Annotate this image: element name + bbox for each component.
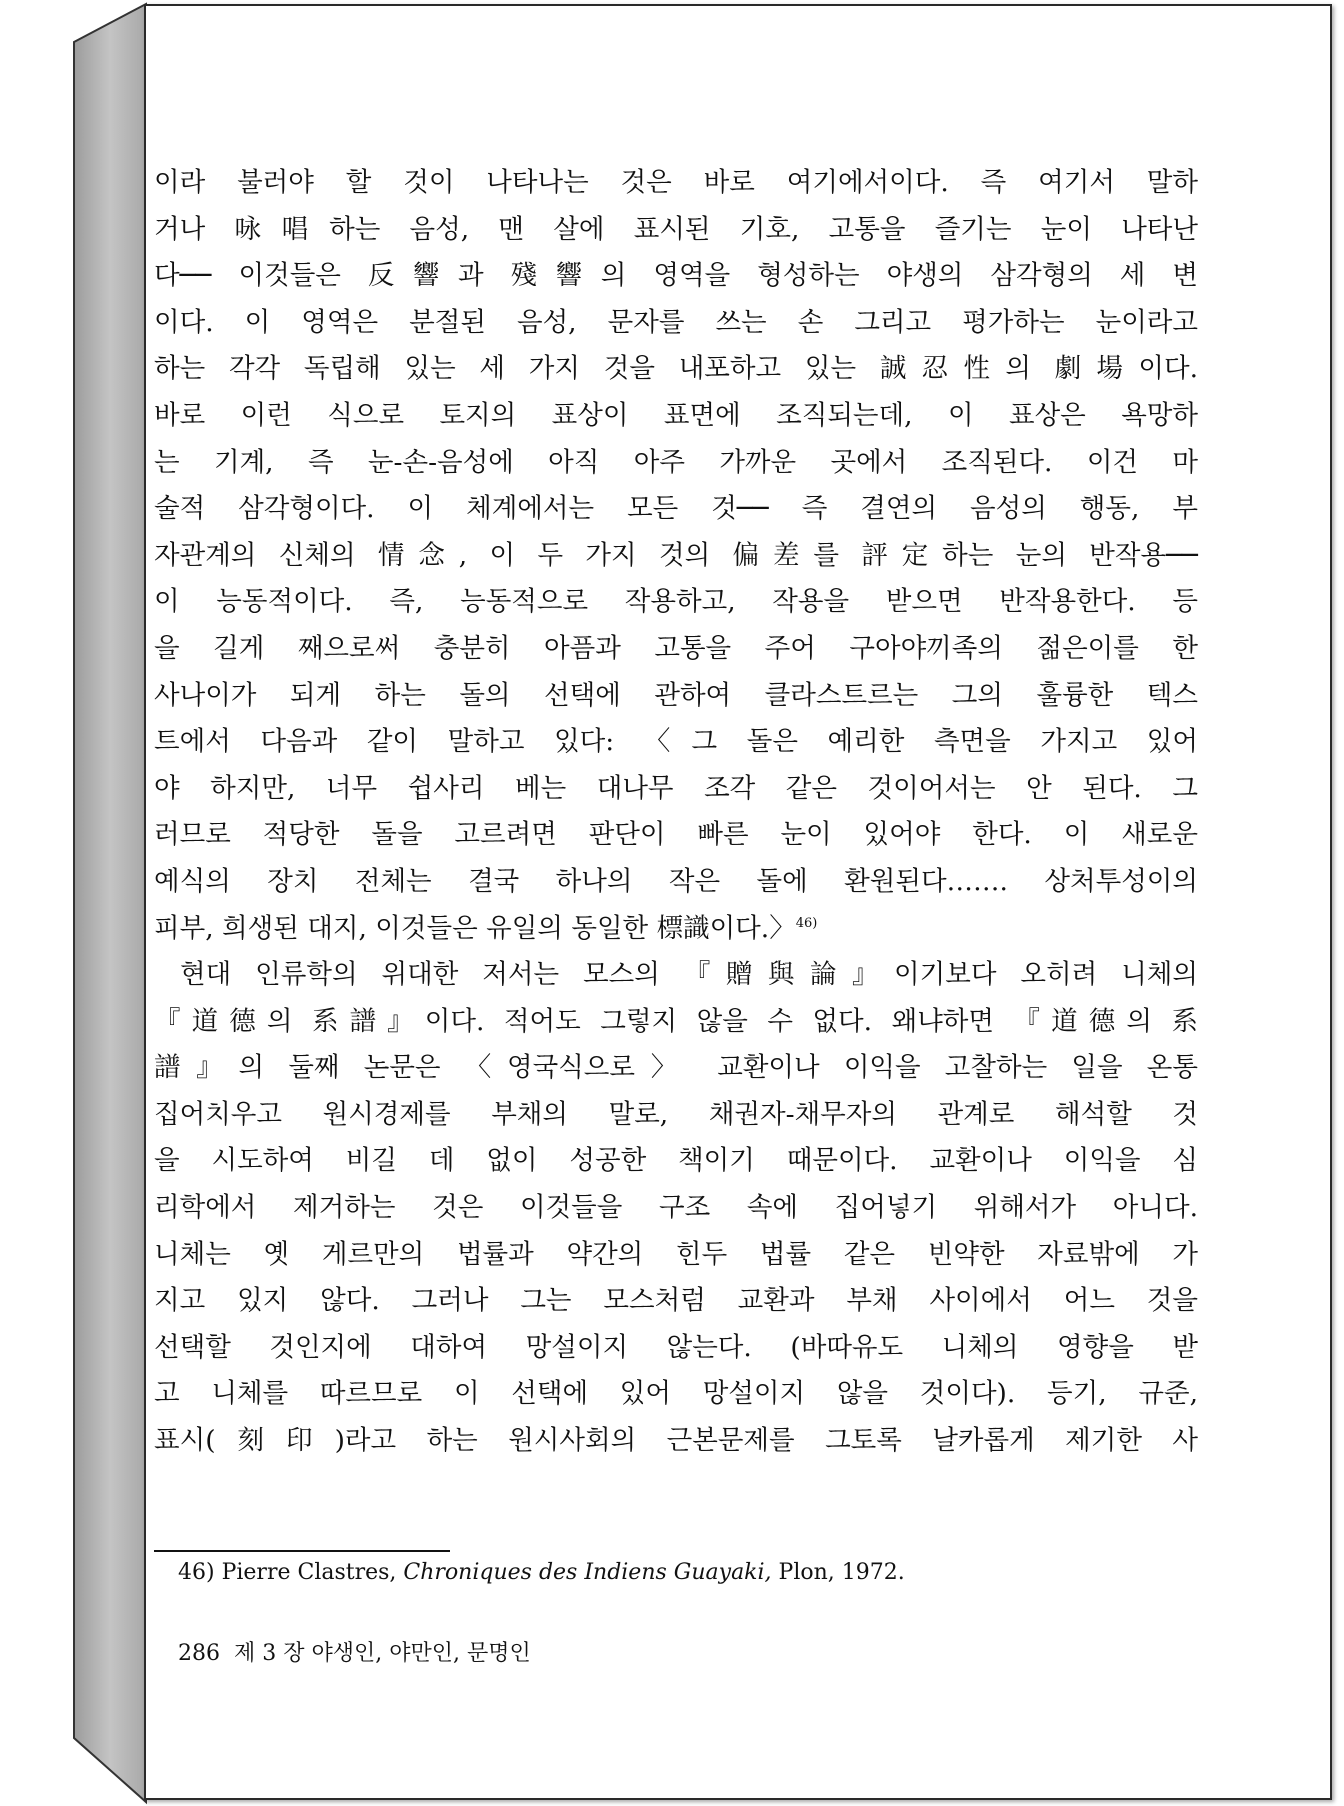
text-line: 집어치우고 원시경제를 부채의 말로, 채권자-채무자의 관계로 해석할 것 xyxy=(154,1098,1198,1130)
text-line: 지고 있지 않다. 그러나 그는 모스처럼 교환과 부채 사이에서 어느 것을 xyxy=(154,1285,1198,1317)
text-line: 야 하지만, 너무 쉽사리 베는 대나무 조각 같은 것이어서는 안 된다. 그 xyxy=(154,772,1198,804)
paragraph-first-line: 현대 인류학의 위대한 저서는 모스의 『贈與論』이기보다 오히려 니체의 xyxy=(180,959,1198,991)
footnote-reference: 46) xyxy=(795,915,818,931)
text-line: 트에서 다음과 같이 말하고 있다: 〈그 돌은 예리한 측면을 가지고 있어 xyxy=(154,726,1198,758)
text-line: 니체는 옛 게르만의 법률과 약간의 힌두 법률 같은 빈약한 자료밖에 가 xyxy=(154,1238,1198,1270)
running-footer xyxy=(178,1636,545,1667)
text-line: 이라 불러야 할 것이 나타나는 것은 바로 여기에서이다. 즉 여기서 말하 xyxy=(154,167,1198,198)
text-line: 하는 각각 독립해 있는 세 가지 것을 내포하고 있는 誠忍性의 劇場이다. xyxy=(154,353,1198,385)
text-line-content: 피부, 희생된 대지, 이것들은 유일의 동일한 標識이다.〉 xyxy=(154,912,796,944)
text-line: 고 니체를 따르므로 이 선택에 있어 망설이지 않을 것이다). 등기, 규준, xyxy=(154,1378,1198,1410)
page-number: 286 xyxy=(178,1641,220,1666)
text-line: 이 능동적이다. 즉, 능동적으로 작용하고, 작용을 받으면 반작용한다. 등 xyxy=(154,586,1198,618)
footnote-divider xyxy=(154,1550,450,1552)
text-line: 바로 이런 식으로 토지의 표상이 표면에 조직되는데, 이 표상은 욕망하 xyxy=(154,399,1198,431)
text-line: 예식의 장치 전체는 결국 하나의 작은 돌에 환원된다……. 상처투성이의 xyxy=(154,865,1198,897)
text-line: 譜』의 둘째 논문은 〈영국식으로〉 교환이나 이익을 고찰하는 일을 온통 xyxy=(154,1052,1198,1084)
text-line: 다── 이것들은 反響과 殘響의 영역을 형성하는 야생의 삼각형의 세 변 xyxy=(154,260,1198,292)
footnote-title: Chroniques des Indiens Guayaki, xyxy=(403,1560,772,1585)
text-line: 자관계의 신체의 情念, 이 두 가지 것의 偏差를 評定하는 눈의 반작용── xyxy=(154,539,1198,571)
footnote-author: Pierre Clastres, xyxy=(221,1560,397,1585)
text-line: 을 시도하여 비길 데 없이 성공한 책이기 때문이다. 교환이나 이익을 심 xyxy=(154,1145,1198,1177)
text-line: 술적 삼각형이다. 이 체계에서는 모든 것── 즉 결연의 음성의 행동, 부 xyxy=(154,493,1198,525)
chapter-title: 제 3 장 야생인, 야만인, 문명인 xyxy=(234,1641,531,1666)
text-line: 거나 咏唱하는 음성, 맨 살에 표시된 기호, 고통을 즐기는 눈이 나타난 xyxy=(154,213,1198,245)
text-line: 『道德의 系譜』이다. 적어도 그렇지 않을 수 없다. 왜냐하면 『道德의 系 xyxy=(154,1005,1198,1037)
text-line: 표시(刻印)라고 하는 원시사회의 근본문제를 그토록 날카롭게 제기한 사 xyxy=(154,1425,1198,1457)
text-line: 선택할 것인지에 대하여 망설이지 않는다. (바따유도 니체의 영향을 받 xyxy=(154,1331,1198,1363)
text-line: 을 길게 째으로써 충분히 아픔과 고통을 주어 구아야끼족의 젊은이를 한 xyxy=(154,632,1198,664)
text-line: 는 기계, 즉 눈-손-음성에 아직 아주 가까운 곳에서 조직된다. 이건 마 xyxy=(154,446,1198,478)
book-spine xyxy=(0,0,150,1806)
footnote xyxy=(178,1560,905,1585)
text-line: 이다. 이 영역은 분절된 음성, 문자를 쓰는 손 그리고 평가하는 눈이라고 xyxy=(154,306,1198,338)
text-line: 사나이가 되게 하는 돌의 선택에 관하여 클라스트르는 그의 훌륭한 텍스 xyxy=(154,679,1198,711)
page-body-text xyxy=(154,160,1198,1465)
text-line: 리학에서 제거하는 것은 이것들을 구조 속에 집어넣기 위해서가 아니다. xyxy=(154,1192,1198,1224)
text-line-with-footnote-ref xyxy=(154,906,1198,953)
footnote-publisher: Plon, 1972. xyxy=(778,1560,905,1585)
text-line: 러므로 적당한 돌을 고르려면 판단이 빠른 눈이 있어야 한다. 이 새로운 xyxy=(154,819,1198,851)
footnote-number: 46) xyxy=(178,1560,215,1585)
